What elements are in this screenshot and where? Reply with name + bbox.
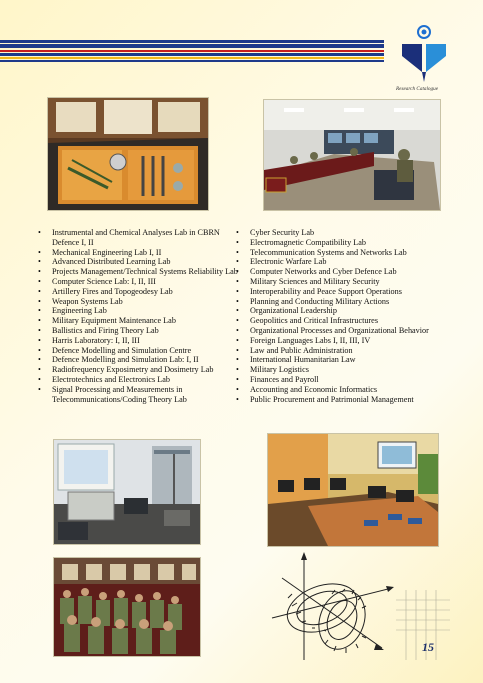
list-item: • Ballistics and Firing Theory Lab (38, 326, 238, 336)
institution-logo (400, 22, 448, 84)
header-stripe (0, 40, 384, 43)
labs-list-right (236, 228, 462, 404)
lab-display-image (48, 98, 208, 210)
list-item: • Foreign Languages Labs I, II, III, IV (236, 336, 462, 346)
list-item: • Military Sciences and Military Security (236, 277, 462, 287)
list-item: • Engineering Lab (38, 306, 238, 316)
list-item: • Signal Processing and Measurements in Telecommunications/Coding Theory Lab (38, 385, 238, 405)
lecture-audience-photo (54, 558, 200, 656)
list-item: • Computer Networks and Cyber Defence Lab (236, 267, 462, 277)
list-item: • Computer Science Lab: I, II, III (38, 277, 238, 287)
list-item: • Mechanical Engineering Lab I, II (38, 248, 238, 258)
computer-classroom-image (268, 434, 438, 546)
list-item: • Cyber Security Lab (236, 228, 462, 238)
list-item: • Public Procurement and Patrimonial Management (236, 395, 462, 405)
list-item: • Weapon Systems Lab (38, 297, 238, 307)
list-item: • Harris Laboratory: I, II, III (38, 336, 238, 346)
list-item: • Accounting and Economic Informatics (236, 385, 462, 395)
list-item: • Military Logistics (236, 365, 462, 375)
list-item: • Advanced Distributed Learning Lab (38, 257, 238, 267)
list-item: • Military Equipment Maintenance Lab (38, 316, 238, 326)
equipment-lab-photo (54, 440, 200, 544)
list-item: • Organizational Processes and Organizational Behavior (236, 326, 462, 336)
list-item: • Planning and Conducting Military Actions (236, 297, 462, 307)
list-item: • Defence Modelling and Simulation Lab: I, II (38, 355, 238, 365)
list-item: • Finances and Payroll (236, 375, 462, 385)
list-item: • Artillery Fires and Topogeodesy Lab (38, 287, 238, 297)
operations-room-photo (264, 100, 440, 210)
list-item: • Electromagnetic Compatibility Lab (236, 238, 462, 248)
lecture-audience-image (54, 558, 200, 656)
operations-room-image (264, 100, 440, 210)
list-item: • Radiofrequency Exposimetry and Dosimetry Lab (38, 365, 238, 375)
header-stripe (0, 57, 384, 59)
gears-technical-drawing (262, 548, 402, 668)
lab-display-photo (48, 98, 208, 210)
list-item: • Telecommunication Systems and Networks Lab (236, 248, 462, 258)
equipment-lab-image (54, 440, 200, 544)
header-stripe (0, 44, 384, 48)
list-item: • Organizational Leadership (236, 306, 462, 316)
header-stripe (0, 60, 384, 62)
list-item: • Electronic Warfare Lab (236, 257, 462, 267)
list-item: • Defence Modelling and Simulation Centre (38, 346, 238, 356)
list-item: • Instrumental and Chemical Analyses Lab in CBRN Defence I, II (38, 228, 238, 248)
catalogue-label: Research Catalogue (396, 86, 439, 92)
list-item: • Interoperability and Peace Support Operations (236, 287, 462, 297)
list-item: • International Humanitarian Law (236, 355, 462, 365)
list-item: • Geopolitics and Critical Infrastructures (236, 316, 462, 326)
labs-list-left (38, 228, 238, 404)
list-item: • Projects Management/Technical Systems Reliability Lab (38, 267, 238, 277)
header-stripe (0, 53, 384, 56)
computer-classroom-photo (268, 434, 438, 546)
list-item: • Electrotechnics and Electronics Lab (38, 375, 238, 385)
page-number: 15 (422, 640, 434, 654)
list-item: • Law and Public Administration (236, 346, 462, 356)
header-stripe (0, 50, 384, 52)
